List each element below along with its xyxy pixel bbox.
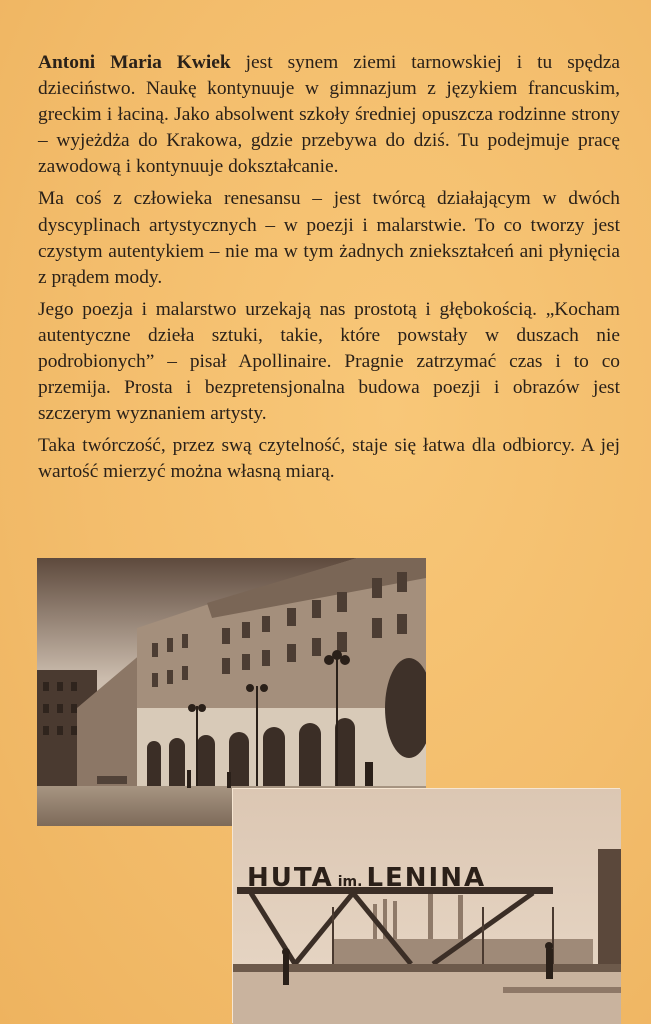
photo-arcaded-building — [37, 558, 426, 826]
paragraph-1 — [38, 50, 620, 180]
building-illustration — [37, 558, 426, 826]
steelworks-illustration — [233, 789, 621, 1024]
author-name: Antoni Maria Kwiek — [38, 52, 231, 73]
photo-huta-lenina-sign — [233, 789, 621, 1024]
sign-word-lenina: LENINA — [366, 863, 487, 893]
paragraph-2: Ma coś z człowieka renesansu – jest twórcą działającym w dwóch dyscyplinach artystycznych – w poezji i malarstwie. To co tworzy jest czystym autentykiem – nie ma w tym żadnych zniekształceń ani płynięcia z prądem mody. — [38, 188, 620, 288]
paragraph-1-text: jest synem ziemi tarnowskiej i tu spędza dzieciństwo. Naukę kontynuuje w gimnazjum z językiem francuskim, greckim i łaciną. Jako absolwent szkoły średniej opuszcza rodzinne strony – wyjeżdża do Krakowa, gdzie przebywa do dziś. Tu podejmuje pracę zawodową i kontynuuje dokształcanie. — [38, 52, 620, 178]
biography-text — [38, 50, 620, 492]
sign-word-im: im. — [337, 874, 363, 890]
paragraph-4: Taka twórczość, przez swą czytelność, staje się łatwa dla odbiorcy. A jej wartość mierzyć można własną miarą. — [38, 435, 620, 483]
paragraph-3: Jego poezja i malarstwo urzekają nas prostotą i głębokością. „Kocham autentyczne dzieła sztuki, takie, które powstały w duszach nie podrobionych” – pisał Apollinaire. Pragnie zatrzymać czas i to co przemija. Prosta i bezpretensjonalna budowa poezji i obrazów jest szczerym wyznaniem artysty. — [38, 298, 620, 425]
huta-lenina-sign — [247, 863, 537, 893]
sign-word-huta: HUTA — [247, 863, 334, 893]
